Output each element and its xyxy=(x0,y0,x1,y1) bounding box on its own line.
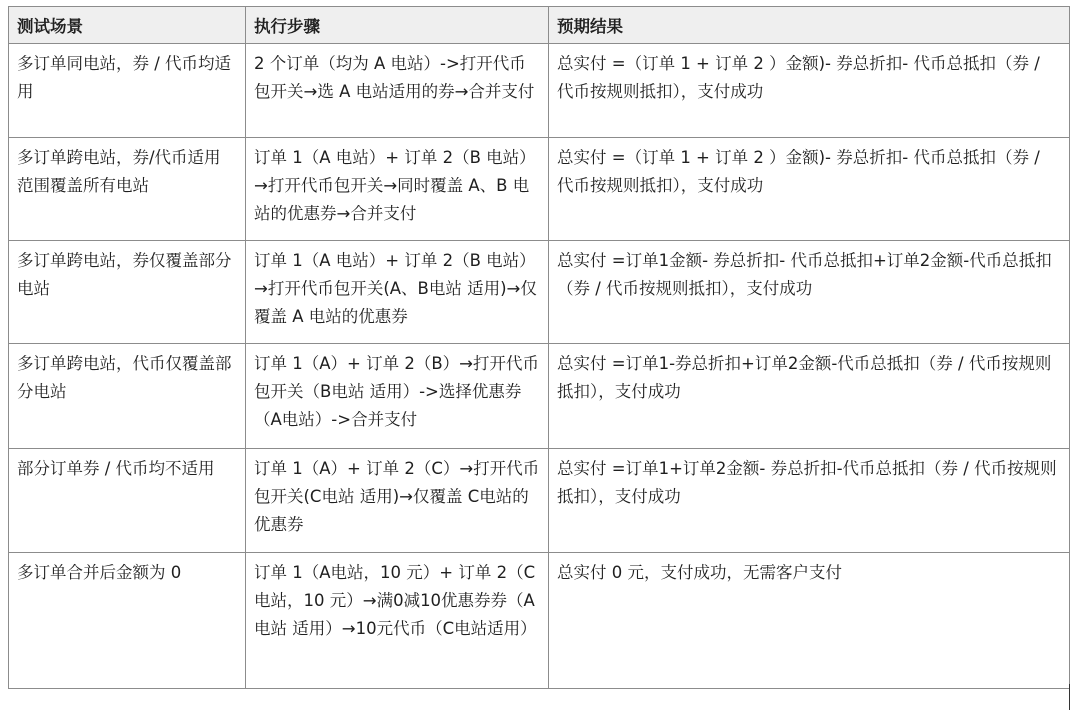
cell-scene: 多订单合并后金额为 0 xyxy=(9,553,246,689)
cell-steps: 订单 1（A）+ 订单 2（C）→打开代币包开关(C电站 适用)→仅覆盖 C电站的优惠券 xyxy=(246,449,549,553)
table-row xyxy=(9,138,1070,241)
cell-expected: 总实付 =（订单 1 + 订单 2 ）金额)- 券总折扣- 代币总抵扣（券 / 代币按规则抵扣），支付成功 xyxy=(549,138,1070,241)
table-row xyxy=(9,44,1070,138)
cell-scene: 多订单同电站，券 / 代币均适用 xyxy=(9,44,246,138)
header-steps: 执行步骤 xyxy=(246,7,549,44)
table-row xyxy=(9,449,1070,553)
table-row xyxy=(9,553,1070,689)
cell-scene: 多订单跨电站，券仅覆盖部分电站 xyxy=(9,241,246,344)
table-row xyxy=(9,344,1070,449)
cell-scene: 多订单跨电站，代币仅覆盖部分电站 xyxy=(9,344,246,449)
cell-expected: 总实付 =订单1-券总折扣+订单2金额-代币总抵扣（券 / 代币按规则抵扣），支付成功 xyxy=(549,344,1070,449)
cell-steps: 订单 1（A电站，10 元）+ 订单 2（C电站，10 元）→满0减10优惠券券（A电站 适用）→10元代币（C电站适用） xyxy=(246,553,549,689)
header-expected: 预期结果 xyxy=(549,7,1070,44)
cell-expected: 总实付 =（订单 1 + 订单 2 ）金额)- 券总折扣- 代币总抵扣（券 / 代币按规则抵扣），支付成功 xyxy=(549,44,1070,138)
cell-steps: 订单 1（A）+ 订单 2（B）→打开代币包开关（B电站 适用）->选择优惠券（A电站）->合并支付 xyxy=(246,344,549,449)
text-cursor-mark xyxy=(1069,684,1070,710)
table-row xyxy=(9,241,1070,344)
test-case-table xyxy=(8,6,1070,689)
cell-expected: 总实付 =订单1+订单2金额- 券总折扣-代币总抵扣（券 / 代币按规则抵扣），支付成功 xyxy=(549,449,1070,553)
table-header-row xyxy=(9,7,1070,44)
cell-expected: 总实付 =订单1金额- 券总折扣- 代币总抵扣+订单2金额-代币总抵扣（券 / 代币按规则抵扣），支付成功 xyxy=(549,241,1070,344)
cell-scene: 多订单跨电站，券/代币适用范围覆盖所有电站 xyxy=(9,138,246,241)
cell-scene: 部分订单券 / 代币均不适用 xyxy=(9,449,246,553)
cell-steps: 订单 1（A 电站）+ 订单 2（B 电站）→打开代币包开关→同时覆盖 A、B 电站的优惠券→合并支付 xyxy=(246,138,549,241)
test-case-table-container xyxy=(8,6,1069,689)
header-scene: 测试场景 xyxy=(9,7,246,44)
cell-steps: 2 个订单（均为 A 电站）->打开代币包开关→选 A 电站适用的券→合并支付 xyxy=(246,44,549,138)
cell-expected: 总实付 0 元，支付成功，无需客户支付 xyxy=(549,553,1070,689)
cell-steps: 订单 1（A 电站）+ 订单 2（B 电站）→打开代币包开关(A、B电站 适用)→仅覆盖 A 电站的优惠券 xyxy=(246,241,549,344)
